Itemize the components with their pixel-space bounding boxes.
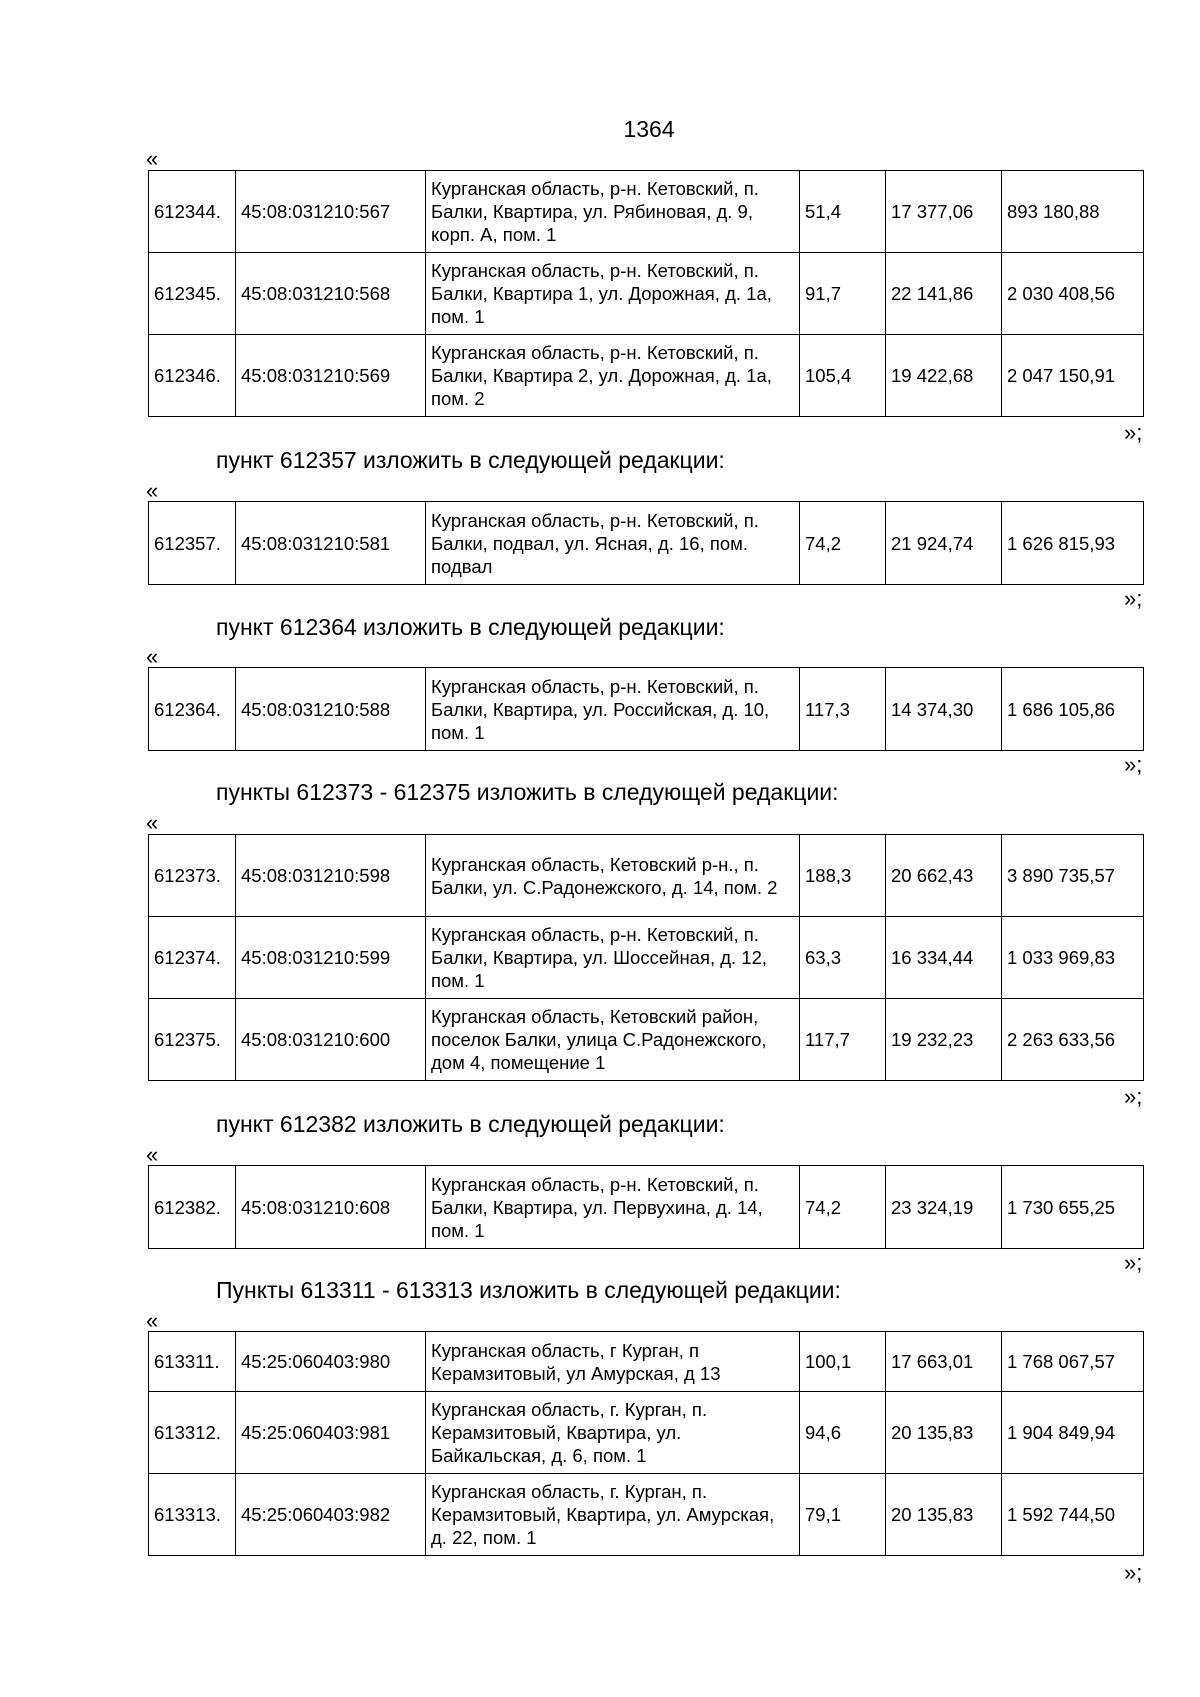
row-number: 612344. bbox=[149, 171, 236, 253]
cadastral-number: 45:08:031210:569 bbox=[236, 335, 426, 417]
address: Курганская область, р-н. Кетовский, п. Балки, Квартира 2, ул. Дорожная, д. 1а, пом. 2 bbox=[426, 335, 800, 417]
rate: 17 377,06 bbox=[886, 171, 1002, 253]
rate: 20 135,83 bbox=[886, 1474, 1002, 1556]
cost: 3 890 735,57 bbox=[1002, 835, 1144, 917]
address: Курганская область, г. Курган, п. Керамзитовый, Квартира, ул. Амурская, д. 22, пом. 1 bbox=[426, 1474, 800, 1556]
table-row bbox=[149, 1474, 1144, 1556]
open-quote: « bbox=[146, 146, 159, 171]
cadastral-number: 45:08:031210:608 bbox=[236, 1166, 426, 1249]
instruction-text: пункт 612382 изложить в следующей редакции: bbox=[216, 1111, 725, 1137]
row-number: 613312. bbox=[149, 1392, 236, 1474]
cost: 2 030 408,56 bbox=[1002, 253, 1144, 335]
table-row bbox=[149, 253, 1144, 335]
cadastral-number: 45:08:031210:588 bbox=[236, 668, 426, 751]
table-row bbox=[149, 502, 1144, 585]
area: 100,1 bbox=[800, 1332, 886, 1392]
row-number: 613311. bbox=[149, 1332, 236, 1392]
table-row bbox=[149, 999, 1144, 1081]
row-number: 613313. bbox=[149, 1474, 236, 1556]
rate: 19 422,68 bbox=[886, 335, 1002, 417]
address: Курганская область, р-н. Кетовский, п. Балки, Квартира 1, ул. Дорожная, д. 1а, пом. 1 bbox=[426, 253, 800, 335]
property-table bbox=[148, 667, 1144, 751]
row-number: 612375. bbox=[149, 999, 236, 1081]
rate: 19 232,23 bbox=[886, 999, 1002, 1081]
close-quote: »; bbox=[1124, 1560, 1143, 1585]
address: Курганская область, р-н. Кетовский, п. Балки, Квартира, ул. Рябиновая, д. 9, корп. А, пом. 1 bbox=[426, 171, 800, 253]
rate: 23 324,19 bbox=[886, 1166, 1002, 1249]
table-row bbox=[149, 335, 1144, 417]
cost: 1 626 815,93 bbox=[1002, 502, 1144, 585]
open-quote: « bbox=[146, 1142, 159, 1167]
row-number: 612382. bbox=[149, 1166, 236, 1249]
open-quote: « bbox=[146, 644, 159, 669]
cost: 1 592 744,50 bbox=[1002, 1474, 1144, 1556]
row-number: 612346. bbox=[149, 335, 236, 417]
table-row bbox=[149, 171, 1144, 253]
cadastral-number: 45:25:060403:980 bbox=[236, 1332, 426, 1392]
rate: 21 924,74 bbox=[886, 502, 1002, 585]
cost: 2 263 633,56 bbox=[1002, 999, 1144, 1081]
cadastral-number: 45:08:031210:581 bbox=[236, 502, 426, 585]
rate: 22 141,86 bbox=[886, 253, 1002, 335]
open-quote: « bbox=[146, 810, 159, 835]
cadastral-number: 45:08:031210:568 bbox=[236, 253, 426, 335]
property-table bbox=[148, 1331, 1144, 1556]
close-quote: »; bbox=[1124, 1084, 1143, 1109]
area: 91,7 bbox=[800, 253, 886, 335]
table-row bbox=[149, 917, 1144, 999]
instruction-text: пункты 612373 - 612375 изложить в следующей редакции: bbox=[216, 779, 839, 805]
address: Курганская область, г. Курган, п. Керамзитовый, Квартира, ул. Байкальская, д. 6, пом. 1 bbox=[426, 1392, 800, 1474]
open-quote: « bbox=[146, 478, 159, 503]
address: Курганская область, Кетовский район, поселок Балки, улица С.Радонежского, дом 4, помещение 1 bbox=[426, 999, 800, 1081]
area: 117,3 bbox=[800, 668, 886, 751]
table-row bbox=[149, 835, 1144, 917]
cadastral-number: 45:08:031210:599 bbox=[236, 917, 426, 999]
cost: 2 047 150,91 bbox=[1002, 335, 1144, 417]
area: 94,6 bbox=[800, 1392, 886, 1474]
cost: 893 180,88 bbox=[1002, 171, 1144, 253]
property-table bbox=[148, 1165, 1144, 1249]
area: 74,2 bbox=[800, 502, 886, 585]
page-number: 1364 bbox=[623, 116, 675, 142]
address: Курганская область, р-н. Кетовский, п. Балки, подвал, ул. Ясная, д. 16, пом. подвал bbox=[426, 502, 800, 585]
rate: 20 662,43 bbox=[886, 835, 1002, 917]
address: Курганская область, р-н. Кетовский, п. Балки, Квартира, ул. Шоссейная, д. 12, пом. 1 bbox=[426, 917, 800, 999]
area: 79,1 bbox=[800, 1474, 886, 1556]
rate: 16 334,44 bbox=[886, 917, 1002, 999]
cadastral-number: 45:08:031210:600 bbox=[236, 999, 426, 1081]
table-row bbox=[149, 1392, 1144, 1474]
address: Курганская область, г Курган, п Керамзитовый, ул Амурская, д 13 bbox=[426, 1332, 800, 1392]
instruction-text: пункт 612364 изложить в следующей редакции: bbox=[216, 614, 725, 640]
row-number: 612364. bbox=[149, 668, 236, 751]
area: 117,7 bbox=[800, 999, 886, 1081]
cost: 1 033 969,83 bbox=[1002, 917, 1144, 999]
property-table bbox=[148, 501, 1144, 585]
area: 188,3 bbox=[800, 835, 886, 917]
area: 74,2 bbox=[800, 1166, 886, 1249]
address: Курганская область, р-н. Кетовский, п. Балки, Квартира, ул. Первухина, д. 14, пом. 1 bbox=[426, 1166, 800, 1249]
area: 51,4 bbox=[800, 171, 886, 253]
instruction-text: Пункты 613311 - 613313 изложить в следующей редакции: bbox=[216, 1277, 841, 1303]
close-quote: »; bbox=[1124, 752, 1143, 777]
address: Курганская область, Кетовский р-н., п. Балки, ул. С.Радонежского, д. 14, пом. 2 bbox=[426, 835, 800, 917]
open-quote: « bbox=[146, 1308, 159, 1333]
row-number: 612357. bbox=[149, 502, 236, 585]
close-quote: »; bbox=[1124, 1250, 1143, 1275]
address: Курганская область, р-н. Кетовский, п. Балки, Квартира, ул. Российская, д. 10, пом. 1 bbox=[426, 668, 800, 751]
property-table bbox=[148, 170, 1144, 417]
area: 105,4 bbox=[800, 335, 886, 417]
table-row bbox=[149, 1166, 1144, 1249]
cost: 1 904 849,94 bbox=[1002, 1392, 1144, 1474]
row-number: 612373. bbox=[149, 835, 236, 917]
row-number: 612374. bbox=[149, 917, 236, 999]
cadastral-number: 45:25:060403:982 bbox=[236, 1474, 426, 1556]
cadastral-number: 45:08:031210:598 bbox=[236, 835, 426, 917]
cadastral-number: 45:25:060403:981 bbox=[236, 1392, 426, 1474]
row-number: 612345. bbox=[149, 253, 236, 335]
property-table bbox=[148, 834, 1144, 1081]
rate: 17 663,01 bbox=[886, 1332, 1002, 1392]
close-quote: »; bbox=[1124, 420, 1143, 445]
rate: 14 374,30 bbox=[886, 668, 1002, 751]
table-row bbox=[149, 668, 1144, 751]
close-quote: »; bbox=[1124, 586, 1143, 611]
cadastral-number: 45:08:031210:567 bbox=[236, 171, 426, 253]
rate: 20 135,83 bbox=[886, 1392, 1002, 1474]
table-row bbox=[149, 1332, 1144, 1392]
cost: 1 768 067,57 bbox=[1002, 1332, 1144, 1392]
area: 63,3 bbox=[800, 917, 886, 999]
cost: 1 686 105,86 bbox=[1002, 668, 1144, 751]
cost: 1 730 655,25 bbox=[1002, 1166, 1144, 1249]
instruction-text: пункт 612357 изложить в следующей редакции: bbox=[216, 447, 725, 473]
